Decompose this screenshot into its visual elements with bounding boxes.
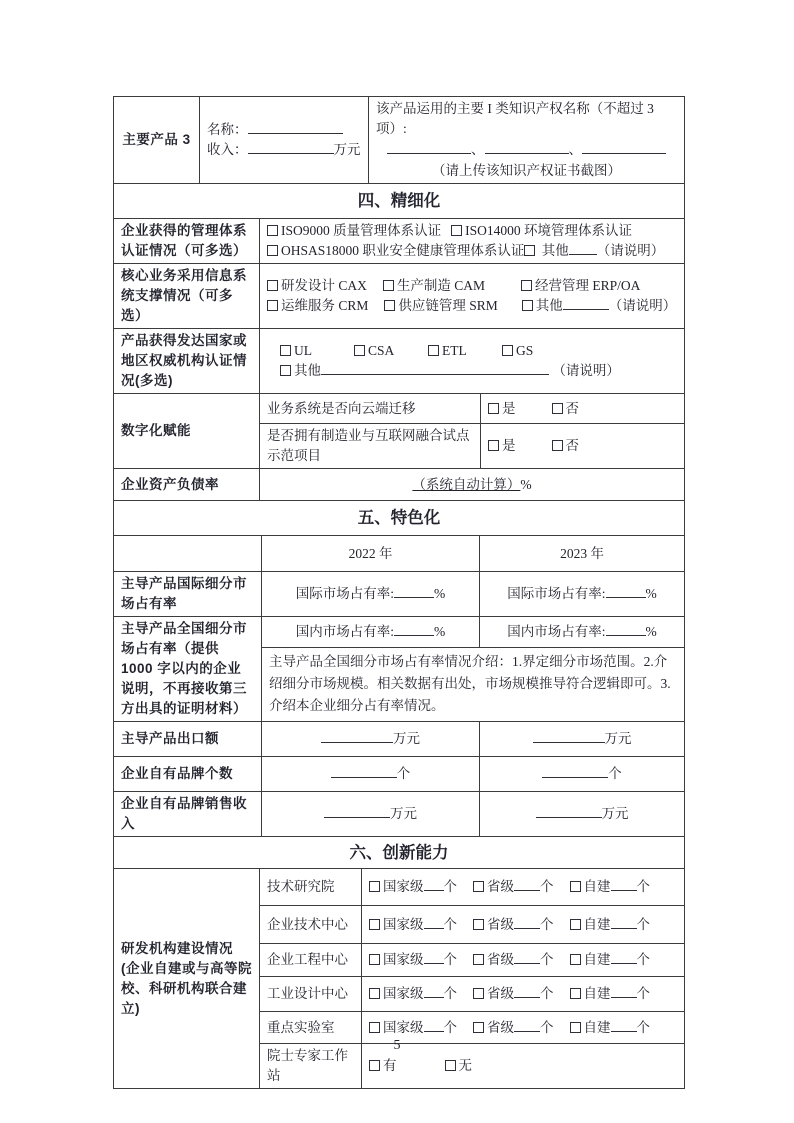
year-header-2022: 2022 年 (262, 536, 480, 572)
key-lab-national-unit: 个 (443, 1019, 457, 1035)
export-2022-blank[interactable] (321, 732, 393, 743)
checkbox-cam[interactable] (383, 280, 394, 291)
integration-yes-label: 是 (502, 438, 516, 453)
checkbox-eng-center-provincial[interactable] (473, 954, 484, 965)
industrial-design-national-blank[interactable] (424, 987, 444, 998)
tech-institute-options-cell (362, 869, 685, 906)
section6-title: 六、创新能力 (114, 837, 685, 869)
cert-other-blank[interactable] (569, 244, 597, 255)
tech-institute-self-blank[interactable] (611, 880, 637, 891)
tech-center-label: 企业技术中心 (260, 906, 362, 944)
intl-share-2022-percent: % (434, 586, 446, 601)
export-label: 主导产品出口额 (114, 722, 262, 757)
digital-label: 数字化赋能 (114, 394, 260, 469)
checkbox-tech-center-self[interactable] (570, 919, 581, 930)
checkbox-gs[interactable] (502, 345, 513, 356)
page-number: 5 (393, 1038, 401, 1053)
tech-institute-self-unit: 个 (636, 879, 650, 894)
key-lab-self-blank[interactable] (611, 1020, 637, 1031)
tech-center-self-label: 自建 (583, 916, 611, 932)
academician-no-label: 无 (458, 1058, 472, 1073)
tech-institute-self-label: 自建 (583, 879, 611, 894)
product3-income-unit: 万元 (333, 142, 361, 157)
key-lab-provincial-blank[interactable] (514, 1020, 540, 1031)
checkbox-industrial-design-provincial[interactable] (473, 988, 484, 999)
ip-separator-2: 、 (568, 142, 582, 157)
industrial-design-self-blank[interactable] (611, 987, 637, 998)
cert-options-cell (260, 219, 685, 264)
checkbox-tech-center-national[interactable] (369, 919, 380, 930)
domestic-share-2022-blank[interactable] (394, 624, 434, 635)
section5-title: 五、特色化 (114, 501, 685, 536)
checkbox-academician-yes[interactable] (369, 1060, 380, 1071)
rd-institutions-label-line1: 研发机构建设情况 (121, 940, 233, 956)
brand-count-2022-blank[interactable] (331, 767, 397, 778)
digital-q1-cell: 业务系统是否向云端迁移 (260, 394, 481, 424)
checkbox-etl[interactable] (428, 345, 439, 356)
product3-name-label: 名称： (207, 122, 248, 137)
tech-center-self-unit: 个 (636, 916, 650, 932)
domestic-share-2022-percent: % (434, 623, 446, 639)
checkbox-cax[interactable] (267, 280, 278, 291)
brand-count-2023-unit: 个 (608, 766, 622, 781)
checkbox-iso14000[interactable] (451, 225, 462, 236)
key-lab-self-label: 自建 (583, 1019, 611, 1035)
product3-ip-cell (369, 97, 685, 184)
eng-center-provincial-label: 省级 (487, 952, 514, 967)
checkbox-tech-center-provincial[interactable] (473, 919, 484, 930)
checkbox-eng-center-national[interactable] (369, 954, 380, 965)
industrial-design-provincial-unit: 个 (540, 986, 554, 1001)
checkbox-integration-yes[interactable] (488, 440, 499, 451)
eng-center-national-label: 国家级 (383, 952, 424, 967)
eng-center-provincial-blank[interactable] (514, 953, 540, 964)
sys-label: 核心业务采用信息系统支撑情况（可多选） (114, 264, 260, 329)
checkbox-key-lab-self[interactable] (570, 1022, 581, 1033)
brand-revenue-label: 企业自有品牌销售收入 (114, 792, 262, 837)
checkbox-key-lab-provincial[interactable] (473, 1022, 484, 1033)
rd-institutions-label-line2: (企业自建或与高等院校、科研机构联合建立) (121, 960, 252, 1016)
liability-value-cell (260, 469, 685, 501)
brand-revenue-2023-unit: 万元 (601, 806, 629, 821)
brand-revenue-2022-cell (262, 792, 480, 837)
academician-station-label: 院士专家工作站 (260, 1044, 362, 1089)
checkbox-tech-institute-national[interactable] (369, 881, 380, 892)
intl-share-2022-cell (262, 572, 480, 617)
sys-other-blank[interactable] (563, 299, 609, 310)
intl-share-2023-blank[interactable] (606, 587, 646, 598)
cert-option-ohsas18000: OHSAS18000 职业安全健康管理体系认证 (281, 243, 525, 258)
tech-institute-national-blank[interactable] (424, 880, 444, 891)
domestic-share-2022-cell (262, 617, 480, 648)
tech-center-provincial-unit: 个 (540, 916, 554, 932)
checkbox-tech-institute-self[interactable] (570, 881, 581, 892)
domestic-share-2023-blank[interactable] (606, 624, 646, 635)
export-2022-unit: 万元 (393, 731, 420, 746)
tech-center-national-unit: 个 (443, 916, 457, 932)
cloud-yes-label: 是 (502, 400, 516, 416)
product3-name-blank[interactable] (248, 123, 343, 134)
tech-center-provincial-blank[interactable] (514, 917, 540, 928)
domestic-share-2022-prefix: 国内市场占有率: (295, 623, 394, 639)
export-2023-unit: 万元 (604, 731, 632, 746)
brand-revenue-2022-unit: 万元 (390, 806, 417, 821)
cloud-no-label: 否 (565, 400, 579, 416)
checkbox-key-lab-national[interactable] (369, 1022, 380, 1033)
domestic-share-description-cell: 主导产品全国细分市场占有率情况介绍：1.界定细分市场范围。2.介绍细分市场规模。相关数据有出处，市场规模推导符合逻辑即可。3.介绍本企业细分占有率情况。 (262, 647, 685, 721)
cert-option-iso9000: ISO9000 质量管理体系认证 (281, 223, 442, 238)
digital-q1-answer-cell (481, 394, 685, 424)
tech-center-self-blank[interactable] (611, 917, 637, 928)
intl-option-gs: GS (516, 343, 534, 358)
brand-count-label: 企业自有品牌个数 (114, 757, 262, 792)
intl-option-etl: ETL (442, 343, 467, 358)
integration-no-label: 否 (565, 438, 579, 453)
brand-revenue-2023-cell (480, 792, 685, 837)
product3-label: 主要产品 3 (114, 97, 200, 184)
checkbox-ul[interactable] (280, 345, 291, 356)
ip-name-blank-1[interactable] (387, 143, 471, 154)
intl-share-2023-prefix: 国际市场占有率: (507, 586, 606, 601)
checkbox-tech-institute-provincial[interactable] (473, 881, 484, 892)
brand-count-2022-unit: 个 (396, 766, 411, 781)
eng-center-label: 企业工程中心 (260, 944, 362, 977)
tech-center-provincial-label: 省级 (487, 916, 514, 932)
tech-institute-provincial-label: 省级 (487, 879, 514, 894)
key-lab-provincial-label: 省级 (487, 1019, 514, 1035)
industrial-design-provincial-label: 省级 (487, 986, 514, 1001)
brand-count-2023-blank[interactable] (542, 767, 608, 778)
sys-option-crm: 运维服务 CRM (281, 298, 369, 313)
key-lab-national-blank[interactable] (424, 1020, 444, 1031)
brand-revenue-2022-blank[interactable] (324, 807, 390, 818)
section4-table (113, 183, 685, 501)
intl-share-2023-percent: % (645, 586, 657, 601)
intl-share-2023-cell (480, 572, 685, 617)
eng-center-self-unit: 个 (636, 952, 650, 967)
product3-income-label: 收入： (207, 142, 248, 157)
industrial-design-label: 工业设计中心 (260, 977, 362, 1012)
cert-label: 企业获得的管理体系认证情况（可多选） (114, 219, 260, 264)
industrial-design-provincial-blank[interactable] (514, 987, 540, 998)
tech-institute-label: 技术研究院 (260, 869, 362, 906)
domestic-share-2023-cell (480, 617, 685, 648)
key-lab-provincial-unit: 个 (540, 1019, 554, 1035)
checkbox-integration-no[interactable] (552, 440, 563, 451)
intl-other-label: 其他 (294, 363, 321, 378)
industrial-design-national-unit: 个 (443, 986, 457, 1001)
checkbox-industrial-design-self[interactable] (570, 988, 581, 999)
checkbox-ohsas18000[interactable] (267, 245, 278, 256)
checkbox-sys-other[interactable] (522, 300, 533, 311)
export-2022-cell (262, 722, 480, 757)
tech-center-national-blank[interactable] (424, 917, 444, 928)
intl-cert-label: 产品获得发达国家或地区权威机构认证情况(多选) (114, 329, 260, 394)
sys-option-srm: 供应链管理 SRM (398, 298, 498, 313)
checkbox-cloud-no[interactable] (552, 403, 563, 414)
intl-cert-options-cell (260, 329, 685, 394)
intl-share-2022-blank[interactable] (394, 587, 434, 598)
cert-other-note: （请说明） (596, 243, 665, 258)
checkbox-industrial-design-national[interactable] (369, 988, 380, 999)
digital-q2-answer-cell (481, 424, 685, 469)
sys-option-erp-oa: 经营管理 ERP/OA (535, 278, 641, 293)
key-lab-self-unit: 个 (636, 1019, 650, 1035)
eng-center-provincial-unit: 个 (540, 952, 554, 967)
eng-center-national-unit: 个 (443, 952, 457, 967)
brand-count-2022-cell (262, 757, 480, 792)
checkbox-intl-other[interactable] (280, 365, 291, 376)
academician-yes-label: 有 (383, 1058, 397, 1073)
domestic-share-label: 主导产品全国细分市场占有率（提供 1000 字以内的企业说明，不再接收第三方出具的证明材料） (114, 617, 262, 722)
export-2023-cell (480, 722, 685, 757)
section4-title: 四、精细化 (114, 184, 685, 219)
eng-center-self-blank[interactable] (611, 953, 637, 964)
tech-institute-national-label: 国家级 (383, 879, 424, 894)
product3-name-income-cell (200, 97, 369, 184)
checkbox-cert-other[interactable] (524, 245, 535, 256)
ip-separator-1: 、 (471, 142, 485, 157)
intl-other-blank[interactable] (321, 364, 549, 375)
tech-institute-provincial-unit: 个 (540, 879, 554, 894)
domestic-share-2023-percent: % (645, 623, 657, 639)
product3-ip-title: 该产品运用的主要 I 类知识产权名称（不超过 3 项）: (376, 101, 654, 136)
brand-count-2023-cell (480, 757, 685, 792)
checkbox-csa[interactable] (354, 345, 365, 356)
checkbox-srm[interactable] (384, 300, 395, 311)
sys-other-label: 其他 (535, 298, 563, 313)
eng-center-self-label: 自建 (583, 952, 611, 967)
checkbox-academician-no[interactable] (445, 1060, 456, 1071)
intl-share-2022-prefix: 国际市场占有率: (295, 586, 394, 601)
ip-name-blank-2[interactable] (485, 143, 569, 154)
year-header-empty-cell (114, 536, 262, 572)
brand-revenue-2023-blank[interactable] (536, 807, 602, 818)
industrial-design-self-unit: 个 (636, 986, 650, 1001)
intl-share-label: 主导产品国际细分市场占有率 (114, 572, 262, 617)
checkbox-eng-center-self[interactable] (570, 954, 581, 965)
domestic-share-2023-prefix: 国内市场占有率: (507, 623, 606, 639)
checkbox-iso9000[interactable] (267, 225, 278, 236)
intl-other-note: （请说明） (552, 363, 620, 378)
checkbox-cloud-yes[interactable] (488, 403, 499, 414)
eng-center-national-blank[interactable] (424, 953, 444, 964)
industrial-design-national-label: 国家级 (383, 986, 424, 1001)
ip-name-blank-3[interactable] (582, 143, 666, 154)
tech-center-national-label: 国家级 (383, 916, 424, 932)
checkbox-erp-oa[interactable] (521, 280, 532, 291)
product3-ip-note: （请上传该知识产权证书截图） (432, 163, 621, 178)
key-lab-label: 重点实验室 (260, 1012, 362, 1044)
checkbox-crm[interactable] (267, 300, 278, 311)
sys-option-cam: 生产制造 CAM (396, 278, 486, 293)
year-header-2023: 2023 年 (480, 536, 685, 572)
form-table (113, 96, 684, 1089)
sys-option-cax: 研发设计 CAX (281, 278, 367, 293)
industrial-design-self-label: 自建 (583, 986, 611, 1001)
tech-institute-provincial-blank[interactable] (514, 880, 540, 891)
sys-other-note: （请说明） (608, 298, 677, 313)
tech-institute-national-unit: 个 (443, 879, 457, 894)
cert-other-label: 其他 (541, 243, 569, 258)
liability-label: 企业资产负债率 (114, 469, 260, 501)
tech-center-options-cell (362, 906, 685, 944)
liability-unit: % (520, 476, 532, 492)
intl-option-ul: UL (294, 343, 312, 358)
cert-option-iso14000: ISO14000 环境管理体系认证 (465, 223, 633, 238)
liability-auto-value: （系统自动计算） (412, 476, 521, 492)
product3-table (113, 96, 685, 184)
intl-option-csa: CSA (368, 343, 395, 358)
digital-q2-cell: 是否拥有制造业与互联网融合试点示范项目 (260, 424, 481, 469)
section5-table (113, 500, 685, 837)
eng-center-options-cell (362, 944, 685, 977)
product3-income-blank[interactable] (248, 143, 334, 154)
key-lab-national-label: 国家级 (383, 1019, 424, 1035)
industrial-design-options-cell (362, 977, 685, 1012)
export-2023-blank[interactable] (533, 732, 605, 743)
sys-options-cell (260, 264, 685, 329)
